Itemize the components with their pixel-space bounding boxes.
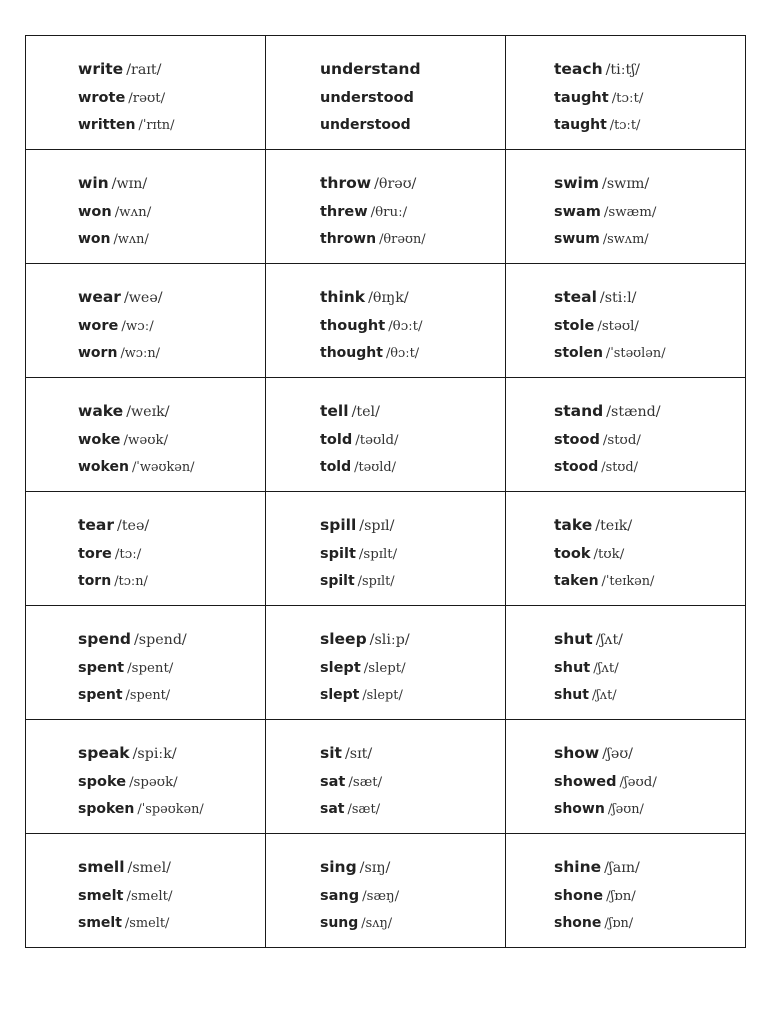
past-participle-form — [320, 118, 499, 132]
table-row — [26, 378, 746, 492]
past-simple-form — [78, 433, 259, 448]
verb-forms-list — [554, 860, 739, 931]
past-simple-form — [320, 319, 499, 334]
verb-word: won — [78, 203, 112, 220]
past-simple-form — [78, 547, 259, 562]
phonetic-transcription: /sɪt/ — [344, 746, 373, 762]
phonetic-transcription: /stænd/ — [606, 404, 661, 420]
verb-cell — [26, 492, 266, 606]
verb-word: wake — [78, 402, 124, 420]
past-participle-form — [554, 232, 739, 247]
past-participle-form — [78, 688, 259, 703]
verb-word: sat — [320, 801, 345, 817]
past-simple-form — [78, 661, 259, 676]
phonetic-transcription: /swɪm/ — [602, 176, 650, 192]
base-form — [320, 632, 499, 648]
past-participle-form — [554, 802, 739, 817]
past-simple-form — [554, 889, 739, 904]
verb-word: woke — [78, 431, 121, 448]
phonetic-transcription: /smelt/ — [124, 916, 170, 931]
phonetic-transcription: /tel/ — [351, 404, 380, 420]
phonetic-transcription: /rəʊt/ — [128, 90, 166, 106]
base-form — [320, 518, 499, 534]
verb-word: took — [554, 545, 591, 562]
verb-forms-table — [25, 35, 746, 948]
verb-word: threw — [320, 203, 368, 220]
verb-forms-list — [320, 290, 499, 361]
phonetic-transcription: /smelt/ — [126, 888, 173, 904]
phonetic-transcription: /sæt/ — [348, 774, 383, 790]
base-form — [320, 404, 499, 420]
verb-forms-list — [320, 860, 499, 931]
base-form — [78, 176, 259, 192]
phonetic-transcription: /təʊld/ — [355, 432, 399, 448]
verb-word: thought — [320, 345, 383, 361]
verb-word: won — [78, 231, 111, 247]
verb-cell — [266, 492, 506, 606]
verb-word: torn — [78, 573, 112, 589]
phonetic-transcription: /weə/ — [123, 290, 163, 306]
verb-word: written — [78, 117, 136, 133]
past-participle-form — [320, 460, 499, 475]
table-row — [26, 720, 746, 834]
base-form — [554, 860, 739, 876]
verb-cell — [26, 264, 266, 378]
base-form — [554, 746, 739, 762]
verb-word: spent — [78, 687, 123, 703]
table-row — [26, 606, 746, 720]
phonetic-transcription: /ˈrɪtn/ — [138, 118, 175, 133]
verb-forms-list — [320, 404, 499, 475]
past-simple-form — [554, 547, 739, 562]
verb-cell — [26, 36, 266, 150]
past-participle-form — [554, 346, 739, 361]
past-participle-form — [320, 688, 499, 703]
verb-word: spend — [78, 630, 131, 648]
verb-cell — [506, 492, 746, 606]
verb-forms-list — [554, 746, 739, 817]
phonetic-transcription: /θɔːt/ — [388, 318, 423, 334]
base-form — [554, 404, 739, 420]
verb-cell — [506, 606, 746, 720]
base-form — [554, 62, 739, 78]
verb-cell — [506, 378, 746, 492]
past-participle-form — [554, 574, 739, 589]
base-form — [78, 746, 259, 762]
verb-word: swam — [554, 203, 601, 220]
phonetic-transcription: /ʃɒn/ — [606, 888, 636, 904]
verb-word: wrote — [78, 89, 126, 106]
phonetic-transcription: /θruː/ — [370, 204, 408, 220]
verb-word: wore — [78, 317, 119, 334]
past-simple-form — [78, 889, 259, 904]
verb-forms-list — [78, 746, 259, 817]
past-participle-form — [320, 574, 499, 589]
base-form — [554, 518, 739, 534]
phonetic-transcription: /sæt/ — [347, 802, 381, 817]
verb-cell — [26, 150, 266, 264]
verb-forms-list — [554, 404, 739, 475]
verb-forms-list — [554, 632, 739, 703]
verb-word: understood — [320, 89, 414, 106]
past-simple-form — [554, 433, 739, 448]
phonetic-transcription: /sɪŋ/ — [359, 860, 391, 876]
past-participle-form — [78, 118, 259, 133]
phonetic-transcription: /spəʊk/ — [129, 774, 178, 790]
verb-forms-list — [78, 62, 259, 133]
verb-word: taught — [554, 117, 607, 133]
verb-word: swim — [554, 174, 600, 192]
verb-word: spent — [78, 659, 125, 676]
verb-word: tear — [78, 516, 115, 534]
past-participle-form — [320, 346, 499, 361]
past-simple-form — [320, 205, 499, 220]
verb-word: stand — [554, 402, 604, 420]
past-simple-form — [554, 319, 739, 334]
phonetic-transcription: /swʌm/ — [602, 232, 649, 247]
verb-word: spoken — [78, 801, 135, 817]
verb-forms-list — [554, 62, 739, 133]
phonetic-transcription: /ʃəʊn/ — [607, 802, 644, 817]
table-row — [26, 492, 746, 606]
verb-word: stole — [554, 317, 595, 334]
verb-cell — [266, 834, 506, 948]
verb-forms-list — [78, 632, 259, 703]
phonetic-transcription: /ʃəʊd/ — [619, 774, 657, 790]
verb-word: sing — [320, 858, 357, 876]
phonetic-transcription: /tɔː/ — [114, 546, 142, 562]
verb-forms-list — [554, 176, 739, 247]
verb-word: throw — [320, 174, 372, 192]
phonetic-transcription: /slept/ — [363, 660, 406, 676]
phonetic-transcription: /θɔːt/ — [385, 346, 420, 361]
verb-cell — [26, 834, 266, 948]
past-simple-form — [78, 91, 259, 106]
verb-cell — [266, 606, 506, 720]
past-participle-form — [78, 460, 259, 475]
phonetic-transcription: /tiːtʃ/ — [605, 62, 640, 78]
past-simple-form — [554, 91, 739, 106]
verb-word: slept — [320, 687, 360, 703]
phonetic-transcription: /ʃʌt/ — [595, 632, 623, 648]
past-participle-form — [554, 916, 739, 931]
table-row — [26, 264, 746, 378]
verb-word: slept — [320, 659, 361, 676]
verb-cell — [266, 150, 506, 264]
verb-forms-list — [554, 290, 739, 361]
verb-word: sleep — [320, 630, 367, 648]
past-simple-form — [78, 319, 259, 334]
phonetic-transcription: /spend/ — [133, 632, 187, 648]
past-simple-form — [320, 889, 499, 904]
verb-word: take — [554, 516, 593, 534]
verb-word: understand — [320, 60, 421, 78]
verb-word: speak — [78, 744, 130, 762]
verb-word: wear — [78, 288, 121, 306]
past-simple-form — [320, 91, 499, 106]
verb-forms-list — [78, 860, 259, 931]
verb-forms-list — [320, 518, 499, 589]
past-participle-form — [78, 916, 259, 931]
phonetic-transcription: /ˈspəʊkən/ — [137, 802, 204, 817]
phonetic-transcription: /stʊd/ — [602, 432, 641, 448]
verb-forms-list — [78, 518, 259, 589]
phonetic-transcription: /wʌn/ — [113, 232, 149, 247]
past-simple-form — [554, 661, 739, 676]
phonetic-transcription: /raɪt/ — [126, 62, 162, 78]
verb-word: shone — [554, 915, 602, 931]
phonetic-transcription: /wɪn/ — [111, 176, 148, 192]
phonetic-transcription: /teɪk/ — [595, 518, 633, 534]
verb-cell — [26, 378, 266, 492]
phonetic-transcription: /wɔː/ — [121, 318, 154, 334]
verb-forms-list — [320, 62, 499, 132]
base-form — [78, 860, 259, 876]
past-participle-form — [78, 346, 259, 361]
phonetic-transcription: /tɔːt/ — [609, 118, 641, 133]
phonetic-transcription: /ʃɒn/ — [604, 916, 634, 931]
phonetic-transcription: /stʊd/ — [601, 460, 638, 475]
past-simple-form — [320, 433, 499, 448]
verb-word: shut — [554, 630, 593, 648]
base-form — [78, 632, 259, 648]
past-participle-form — [554, 118, 739, 133]
past-participle-form — [78, 802, 259, 817]
verb-word: told — [320, 459, 352, 475]
base-form — [320, 290, 499, 306]
verb-cell — [506, 36, 746, 150]
phonetic-transcription: /ʃəʊ/ — [602, 746, 633, 762]
verb-cell — [26, 606, 266, 720]
verb-word: tore — [78, 545, 112, 562]
past-simple-form — [554, 775, 739, 790]
phonetic-transcription: /stiːl/ — [599, 290, 637, 306]
verb-word: sang — [320, 887, 360, 904]
phonetic-transcription: /θrəʊ/ — [374, 176, 417, 192]
verb-forms-list — [320, 632, 499, 703]
verb-forms-list — [78, 290, 259, 361]
verb-cell — [26, 720, 266, 834]
phonetic-transcription: /θrəʊn/ — [379, 232, 426, 247]
verb-forms-list — [320, 176, 499, 247]
verb-word: shine — [554, 858, 602, 876]
past-participle-form — [78, 232, 259, 247]
past-simple-form — [320, 547, 499, 562]
past-simple-form — [554, 205, 739, 220]
base-form — [320, 62, 499, 78]
verb-word: steal — [554, 288, 597, 306]
table-row — [26, 834, 746, 948]
past-simple-form — [78, 775, 259, 790]
phonetic-transcription: /spent/ — [125, 688, 171, 703]
verb-word: shut — [554, 659, 591, 676]
phonetic-transcription: /teə/ — [117, 518, 150, 534]
phonetic-transcription: /ʃʌt/ — [591, 688, 617, 703]
verb-word: showed — [554, 773, 617, 790]
verb-word: shone — [554, 887, 604, 904]
base-form — [554, 632, 739, 648]
verb-cell — [266, 378, 506, 492]
verb-word: write — [78, 60, 124, 78]
verb-word: stood — [554, 459, 599, 475]
verb-word: smell — [78, 858, 125, 876]
base-form — [78, 404, 259, 420]
verb-forms-list — [320, 746, 499, 817]
verb-word: swum — [554, 231, 600, 247]
verb-word: show — [554, 744, 600, 762]
verb-word: stood — [554, 431, 600, 448]
verb-word: stolen — [554, 345, 603, 361]
verb-cell — [266, 264, 506, 378]
verb-word: tell — [320, 402, 349, 420]
phonetic-transcription: /ʃaɪn/ — [604, 860, 640, 876]
past-participle-form — [554, 460, 739, 475]
table-row — [26, 36, 746, 150]
phonetic-transcription: /tɔːn/ — [114, 574, 148, 589]
phonetic-transcription: /sliːp/ — [369, 632, 410, 648]
table-row — [26, 150, 746, 264]
verb-word: understood — [320, 117, 411, 133]
verb-cell — [506, 834, 746, 948]
phonetic-transcription: /wəʊk/ — [123, 432, 169, 448]
past-participle-form — [320, 232, 499, 247]
verb-word: spill — [320, 516, 357, 534]
verb-word: sung — [320, 915, 359, 931]
verb-forms-list — [554, 518, 739, 589]
base-form — [320, 746, 499, 762]
base-form — [78, 290, 259, 306]
verb-forms-table-body — [26, 36, 746, 948]
verb-word: sat — [320, 773, 346, 790]
phonetic-transcription: /slept/ — [362, 688, 403, 703]
phonetic-transcription: /spɪl/ — [359, 518, 395, 534]
phonetic-transcription: /spɪlt/ — [357, 574, 395, 589]
verb-cell — [506, 150, 746, 264]
verb-cell — [266, 36, 506, 150]
verb-word: taught — [554, 89, 609, 106]
past-participle-form — [320, 916, 499, 931]
verb-cell — [266, 720, 506, 834]
past-simple-form — [320, 775, 499, 790]
phonetic-transcription: /spiːk/ — [132, 746, 177, 762]
verb-word: worn — [78, 345, 118, 361]
verb-word: sit — [320, 744, 342, 762]
phonetic-transcription: /sæŋ/ — [362, 888, 400, 904]
base-form — [320, 860, 499, 876]
verb-word: taken — [554, 573, 599, 589]
verb-word: smelt — [78, 915, 122, 931]
verb-word: spilt — [320, 573, 355, 589]
verb-word: think — [320, 288, 366, 306]
phonetic-transcription: /wɔːn/ — [120, 346, 160, 361]
phonetic-transcription: /spent/ — [127, 660, 174, 676]
past-simple-form — [320, 661, 499, 676]
past-participle-form — [78, 574, 259, 589]
phonetic-transcription: /θɪŋk/ — [368, 290, 409, 306]
phonetic-transcription: /swæm/ — [603, 204, 657, 220]
past-simple-form — [78, 205, 259, 220]
verb-word: thrown — [320, 231, 377, 247]
verb-cell — [506, 264, 746, 378]
past-participle-form — [554, 688, 739, 703]
base-form — [78, 518, 259, 534]
verb-word: spoke — [78, 773, 127, 790]
base-form — [320, 176, 499, 192]
verb-word: spilt — [320, 545, 356, 562]
verb-word: shown — [554, 801, 605, 817]
verb-word: told — [320, 431, 353, 448]
base-form — [554, 290, 739, 306]
verb-word: teach — [554, 60, 603, 78]
verb-forms-list — [78, 176, 259, 247]
phonetic-transcription: /ʃʌt/ — [593, 660, 619, 676]
base-form — [78, 62, 259, 78]
verb-forms-list — [78, 404, 259, 475]
phonetic-transcription: /smel/ — [127, 860, 171, 876]
phonetic-transcription: /ˈstəʊlən/ — [605, 346, 666, 361]
phonetic-transcription: /wʌn/ — [114, 204, 152, 220]
verb-word: thought — [320, 317, 386, 334]
phonetic-transcription: /sʌŋ/ — [361, 916, 393, 931]
phonetic-transcription: /tɔːt/ — [611, 90, 644, 106]
verb-word: win — [78, 174, 109, 192]
phonetic-transcription: /ˈwəʊkən/ — [131, 460, 195, 475]
phonetic-transcription: /weɪk/ — [126, 404, 170, 420]
phonetic-transcription: /tʊk/ — [593, 546, 625, 562]
base-form — [554, 176, 739, 192]
verb-cell — [506, 720, 746, 834]
phonetic-transcription: /spɪlt/ — [358, 546, 398, 562]
phonetic-transcription: /ˈteɪkən/ — [601, 574, 655, 589]
phonetic-transcription: /stəʊl/ — [597, 318, 639, 334]
verb-word: woken — [78, 459, 129, 475]
past-participle-form — [320, 802, 499, 817]
verb-word: smelt — [78, 887, 124, 904]
phonetic-transcription: /təʊld/ — [354, 460, 396, 475]
verb-word: shut — [554, 687, 589, 703]
